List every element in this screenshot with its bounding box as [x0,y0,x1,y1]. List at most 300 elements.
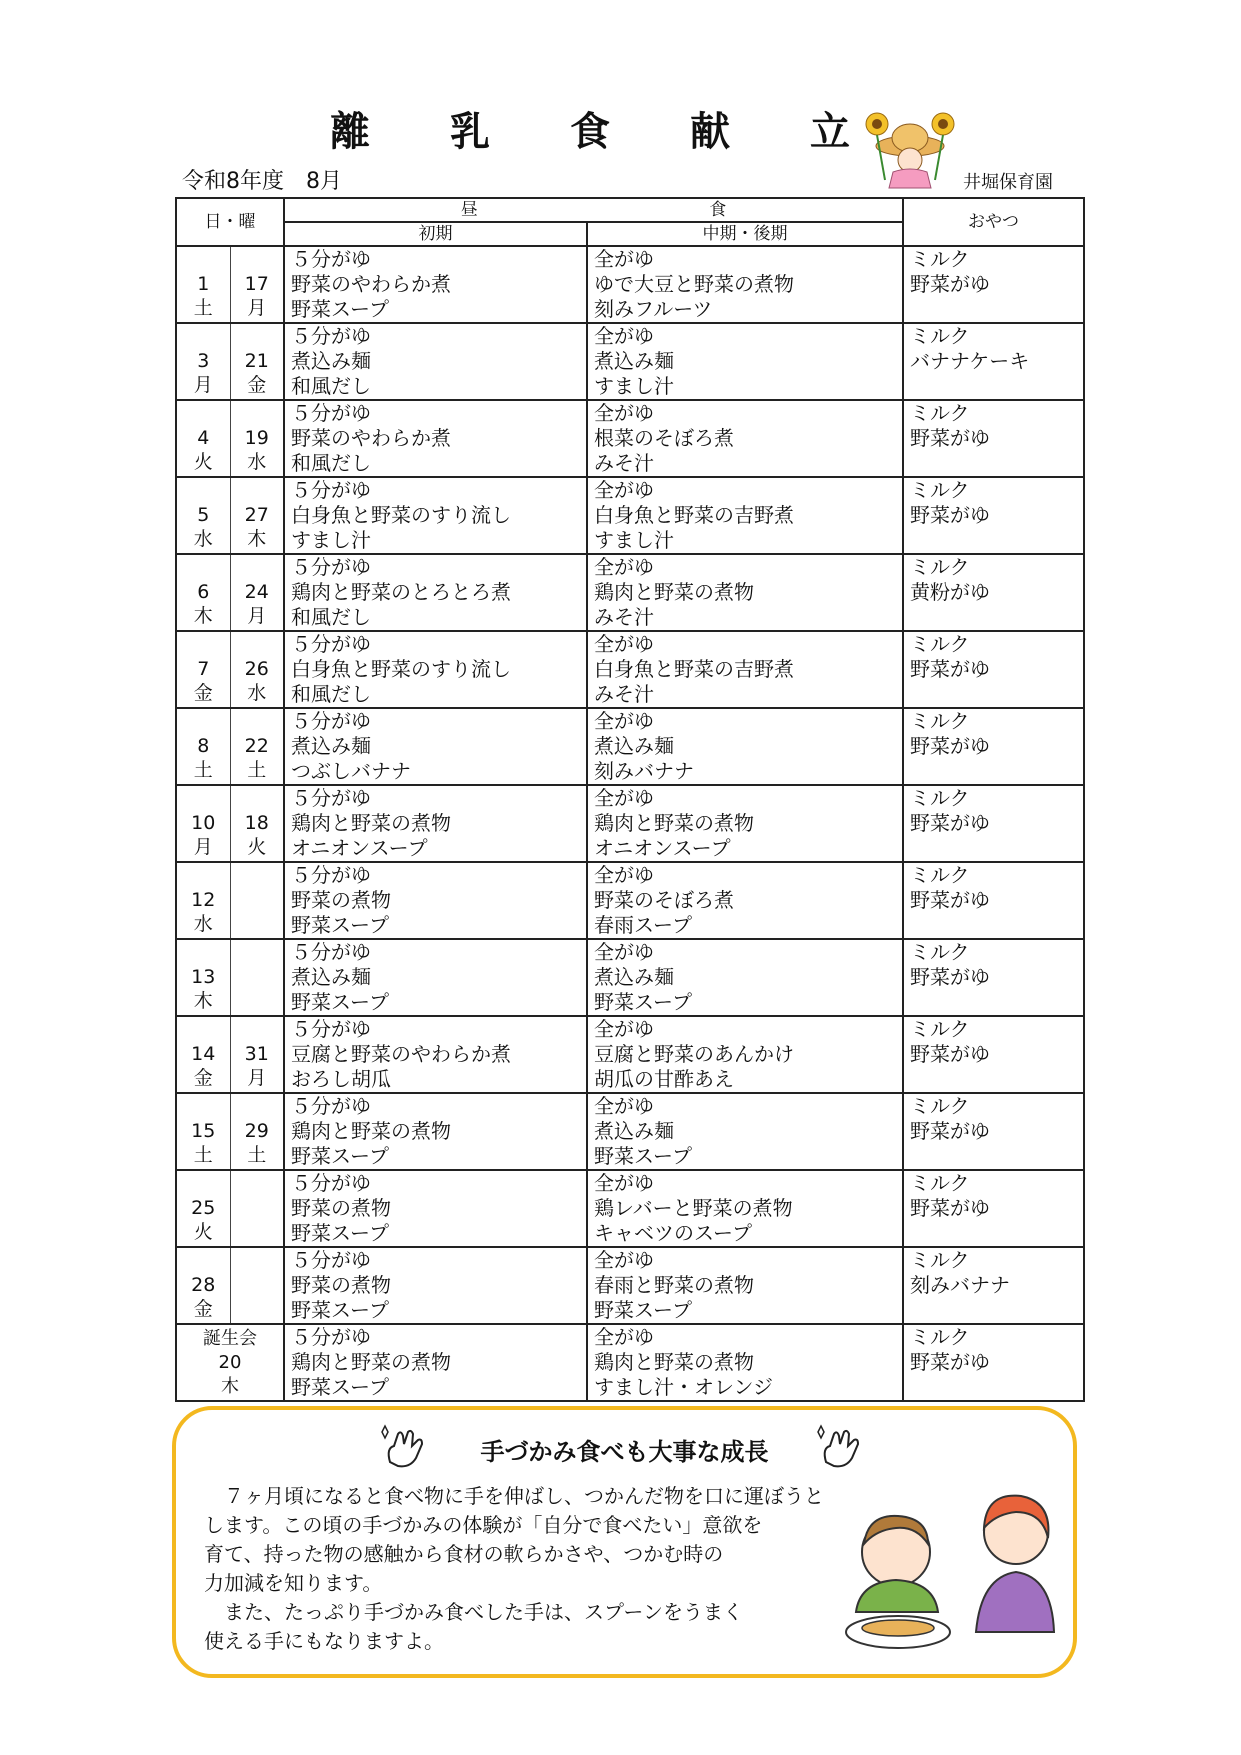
date-entry [177,940,230,1015]
date-number: 12 [191,889,216,911]
hand-icon [812,1424,868,1470]
page-title [330,100,850,155]
date-number: 13 [191,966,216,988]
snack-cell [903,785,1084,862]
mid-late-menu-cell [587,1324,903,1401]
table-row [176,400,1084,477]
weekday: 火 [193,1221,213,1243]
header-early: 初期 [284,222,587,246]
menu-item: ミルク [910,1248,970,1272]
menu-item: 野菜がゆ [910,1196,990,1220]
birthday-row [176,1324,1084,1401]
early-menu-cell [284,708,587,785]
date-entry [230,401,284,476]
mid-late-menu-cell [587,708,903,785]
menu-item: 野菜スープ [291,990,389,1014]
table-row [176,477,1084,554]
mid-late-menu-cell [587,939,903,1016]
mid-late-menu-cell [587,1170,903,1247]
menu-item: ５分がゆ [291,1017,371,1041]
menu-item: ５分がゆ [291,863,371,887]
date-entry [230,555,284,630]
menu-item: 野菜がゆ [910,272,990,296]
date-entry-empty [230,1248,284,1323]
weekday: 土 [193,759,213,781]
mid-late-menu-cell [587,1247,903,1324]
table-row [176,862,1084,939]
menu-item: 全がゆ [594,478,654,502]
date-entry [177,709,230,784]
menu-item: 和風だし [291,605,371,629]
early-menu-cell [284,477,587,554]
menu-item: ５分がゆ [291,247,371,271]
info-title: 手づかみ食べも大事な成長 [480,1438,769,1466]
menu-item: 野菜の煮物 [291,888,391,912]
date-entry [177,478,230,553]
menu-item: 春雨と野菜の煮物 [594,1273,754,1297]
date-entry [177,1248,230,1323]
info-line: します。この頃の手づかみの体験が「自分で食べたい」意欲を [204,1513,763,1537]
menu-item: ５分がゆ [291,324,371,348]
weekday: 月 [247,297,267,319]
weekday: 金 [193,682,213,704]
date-number: 18 [244,812,269,834]
date-entry [230,247,284,322]
menu-item: 野菜スープ [291,913,389,937]
weekday: 火 [247,836,267,858]
table-row [176,554,1084,631]
menu-item: 野菜スープ [291,1221,389,1245]
menu-item: ミルク [910,786,970,810]
snack-cell [903,554,1084,631]
early-menu-cell [284,862,587,939]
menu-item: ミルク [910,632,970,656]
info-line: 力加減を知ります。 [204,1571,383,1595]
menu-item: 鶏肉と野菜の煮物 [594,1350,754,1374]
menu-item: ５分がゆ [291,401,371,425]
date-cell [176,477,284,554]
menu-item: ミルク [910,1325,970,1349]
date-cell [176,1093,284,1170]
date-number: 31 [244,1043,269,1065]
snack-cell [903,939,1084,1016]
menu-item: 白身魚と野菜の吉野煮 [594,503,794,527]
menu-item: すまし汁 [594,374,674,398]
date-number: 21 [244,350,269,372]
early-menu-cell [284,400,587,477]
weekday: 月 [247,1067,267,1089]
menu-body [176,246,1084,1401]
date-number: 10 [191,812,216,834]
menu-item: 煮込み麺 [291,734,371,758]
menu-item: 野菜がゆ [910,888,990,912]
table-row [176,1247,1084,1324]
weekday: 月 [193,374,213,396]
menu-item: 全がゆ [594,1248,654,1272]
menu-item: 野菜の煮物 [291,1273,391,1297]
weekday: 火 [193,451,213,473]
menu-item: ミルク [910,478,970,502]
menu-item: 煮込み麺 [594,1119,674,1143]
table-row [176,323,1084,400]
table-row [176,1016,1084,1093]
menu-item: 和風だし [291,374,371,398]
menu-item: 全がゆ [594,324,654,348]
menu-item: オニオンスープ [291,836,428,860]
menu-item: 全がゆ [594,1094,654,1118]
date-cell [176,554,284,631]
date-entry [230,709,284,784]
date-number: 25 [191,1197,216,1219]
menu-item: ５分がゆ [291,940,371,964]
early-menu-cell [284,554,587,631]
snack-cell [903,1324,1084,1401]
weekday: 木 [247,528,267,550]
menu-item: ５分がゆ [291,709,371,733]
menu-item: 煮込み麺 [291,349,371,373]
menu-item: つぶしバナナ [291,759,411,783]
info-line: 使える手にもなりますよ。 [204,1629,444,1653]
date-cell [176,939,284,1016]
menu-item: 野菜スープ [594,1298,692,1322]
menu-item: ミルク [910,324,970,348]
menu-item: 和風だし [291,451,371,475]
info-line: 育て、持った物の感触から食材の軟らかさや、つかむ時の [204,1542,724,1566]
date-cell [176,1324,284,1401]
menu-item: 全がゆ [594,401,654,425]
weekday: 水 [247,451,267,473]
mid-late-menu-cell [587,323,903,400]
menu-item: 野菜スープ [291,297,389,321]
mid-late-menu-cell [587,554,903,631]
weekday: 月 [247,605,267,627]
mid-late-menu-cell [587,1093,903,1170]
early-menu-cell [284,785,587,862]
menu-item: 野菜スープ [594,990,692,1014]
menu-item: ５分がゆ [291,1171,371,1195]
menu-item: キャベツのスープ [594,1221,752,1245]
menu-item: 全がゆ [594,1017,654,1041]
date-cell [176,323,284,400]
menu-item: 豆腐と野菜のあんかけ [594,1042,794,1066]
menu-item: 野菜がゆ [910,503,990,527]
menu-item: 白身魚と野菜のすり流し [291,657,511,681]
menu-item: 煮込み麺 [291,965,371,989]
date-entry [177,863,230,938]
menu-item: ５分がゆ [291,478,371,502]
weekday: 土 [193,297,213,319]
date-number: 15 [191,1120,216,1142]
mid-late-menu-cell [587,785,903,862]
menu-item: 全がゆ [594,555,654,579]
date-number: 14 [191,1043,216,1065]
menu-item: みそ汁 [594,605,654,629]
date-number: 1 [197,273,210,295]
title-char: 離 [330,109,370,155]
menu-item: ミルク [910,1094,970,1118]
info-text [204,1482,824,1656]
table-row [176,939,1084,1016]
menu-item: ミルク [910,940,970,964]
menu-item: 鶏肉と野菜の煮物 [291,1350,451,1374]
menu-item: すまし汁 [594,528,674,552]
early-menu-cell [284,1170,587,1247]
table-row [176,1093,1084,1170]
snack-cell [903,400,1084,477]
info-line: また、たっぷり手づかみ食べした手は、スプーンをうまく [204,1600,743,1624]
date-entry [177,247,230,322]
snack-cell [903,631,1084,708]
weekday: 水 [193,528,213,550]
date-number: 8 [197,735,210,757]
date-entry [230,786,284,861]
menu-item: 野菜がゆ [910,965,990,989]
weekday: 金 [193,1298,213,1320]
date-number: 7 [197,658,210,680]
title-char: 立 [810,109,850,155]
weekday: 金 [193,1067,213,1089]
date-number: 4 [197,427,210,449]
menu-item: 刻みバナナ [910,1273,1010,1297]
menu-item: みそ汁 [594,451,654,475]
menu-item: 刻みフルーツ [594,297,713,321]
header-lunch-char: 食 [709,200,727,220]
header-lunch-char: 昼 [460,200,478,220]
menu-item: ５分がゆ [291,786,371,810]
menu-item: 野菜スープ [291,1375,389,1399]
weekday: 土 [247,1144,267,1166]
menu-item: 全がゆ [594,632,654,656]
menu-item: 野菜スープ [291,1144,389,1168]
menu-item: 鶏肉と野菜の煮物 [594,811,754,835]
date-number: 27 [244,504,269,526]
date-number: 28 [191,1274,216,1296]
date-entry [177,324,230,399]
date-cell [176,1247,284,1324]
menu-item: ミルク [910,709,970,733]
menu-item: ５分がゆ [291,1094,371,1118]
weekday: 水 [247,682,267,704]
menu-item: 野菜のそぼろ煮 [594,888,734,912]
title-char: 献 [690,109,730,155]
date-number: 17 [244,273,269,295]
menu-item: 黄粉がゆ [910,580,990,604]
title-char: 乳 [450,109,490,155]
weekday: 水 [193,913,213,935]
weekday: 月 [193,836,213,858]
date-number: 20 [218,1351,242,1373]
date-entry-empty [230,863,284,938]
menu-item: ミルク [910,1171,970,1195]
snack-cell [903,1093,1084,1170]
snack-cell [903,1170,1084,1247]
menu-item: バナナケーキ [910,349,1030,373]
table-row [176,246,1084,323]
menu-item: 豆腐と野菜のやわらか煮 [291,1042,511,1066]
menu-item: 胡瓜の甘酢あえ [594,1067,734,1091]
date-entry-empty [230,1171,284,1246]
menu-item: オニオンスープ [594,836,731,860]
date-cell [176,708,284,785]
date-number: 24 [244,581,269,603]
menu-item: 全がゆ [594,786,654,810]
table-row [176,631,1084,708]
header-lunch [284,198,903,222]
menu-item: ミルク [910,401,970,425]
header-date-day: 日・曜 [176,198,284,246]
early-menu-cell [284,939,587,1016]
menu-item: 煮込み麺 [594,965,674,989]
menu-item: 刻みバナナ [594,759,694,783]
date-entry [230,1017,284,1092]
menu-item: 全がゆ [594,709,654,733]
menu-item: ミルク [910,863,970,887]
menu-item: 野菜がゆ [910,811,990,835]
date-entry [177,1017,230,1092]
menu-item: おろし胡瓜 [291,1067,391,1091]
menu-item: 全がゆ [594,863,654,887]
early-menu-cell [284,1016,587,1093]
year-month-label: 令和8年度 8月 [182,169,342,194]
menu-item: 根菜のそぼろ煮 [594,426,734,450]
date-cell [176,862,284,939]
mid-late-menu-cell [587,1016,903,1093]
date-number: 3 [197,350,210,372]
date-entry [230,478,284,553]
mid-late-menu-cell [587,631,903,708]
menu-item: 野菜スープ [291,1298,389,1322]
date-cell [176,1170,284,1247]
menu-item: 野菜のやわらか煮 [291,426,451,450]
date-entry [177,632,230,707]
table-row [176,785,1084,862]
menu-item: 野菜スープ [594,1144,692,1168]
date-cell [176,785,284,862]
menu-item: 野菜がゆ [910,657,990,681]
menu-item: 鶏肉と野菜のとろとろ煮 [291,580,511,604]
menu-item: 和風だし [291,682,371,706]
snack-cell [903,862,1084,939]
date-entry [230,632,284,707]
header-snack: おやつ [903,198,1084,246]
snack-cell [903,708,1084,785]
menu-item: ５分がゆ [291,1248,371,1272]
menu-item: ５分がゆ [291,632,371,656]
snack-cell [903,323,1084,400]
date-entry [177,786,230,861]
date-cell [176,246,284,323]
mid-late-menu-cell [587,400,903,477]
menu-item: ５分がゆ [291,555,371,579]
date-cell [176,631,284,708]
menu-item: 野菜がゆ [910,734,990,758]
menu-item: 白身魚と野菜のすり流し [291,503,511,527]
menu-item: 春雨スープ [594,913,692,937]
header-mid-late: 中期・後期 [587,222,903,246]
menu-item: 鶏肉と野菜の煮物 [291,1119,451,1143]
weekday: 木 [193,605,213,627]
early-menu-cell [284,1093,587,1170]
early-menu-cell [284,631,587,708]
weekday: 金 [247,374,267,396]
menu-item: ミルク [910,247,970,271]
info-line: ７ヶ月頃になると食べ物に手を伸ばし、つかんだ物を口に運ぼうと [204,1484,824,1508]
menu-item: 白身魚と野菜の吉野煮 [594,657,794,681]
early-menu-cell [284,1247,587,1324]
date-entry [177,555,230,630]
menu-item: ゆで大豆と野菜の煮物 [594,272,794,296]
menu-item: 全がゆ [594,940,654,964]
early-menu-cell [284,1324,587,1401]
menu-item: ５分がゆ [291,1325,371,1349]
menu-item: ミルク [910,555,970,579]
date-number: 6 [197,581,210,603]
menu-item: 野菜のやわらか煮 [291,272,451,296]
sunflower-girl-illustration [855,110,965,190]
menu-item: 全がゆ [594,1171,654,1195]
menu-item: 煮込み麺 [594,349,674,373]
date-number: 22 [244,735,269,757]
menu-item: すまし汁・オレンジ [594,1375,773,1399]
menu-item: 鶏レバーと野菜の煮物 [594,1196,793,1220]
title-char: 食 [570,109,610,155]
date-number: 29 [244,1120,269,1142]
early-menu-cell [284,323,587,400]
menu-item: 全がゆ [594,247,654,271]
weekday: 土 [247,759,267,781]
snack-cell [903,1247,1084,1324]
date-entry [177,1171,230,1246]
date-number: 5 [197,504,210,526]
date-entry [177,401,230,476]
date-cell [176,400,284,477]
info-box [172,1406,1077,1678]
snack-cell [903,1016,1084,1093]
mid-late-menu-cell [587,862,903,939]
menu-item: 野菜の煮物 [291,1196,391,1220]
date-entry-empty [230,940,284,1015]
menu-item: ミルク [910,1017,970,1041]
menu-item: 野菜がゆ [910,1350,990,1374]
baby-eating-illustration [816,1482,1056,1672]
menu-item: 鶏肉と野菜の煮物 [291,811,451,835]
menu-item: 野菜がゆ [910,1042,990,1066]
menu-item: 野菜がゆ [910,1119,990,1143]
menu-item: 全がゆ [594,1325,654,1349]
date-entry [230,1094,284,1169]
weekday: 土 [193,1144,213,1166]
menu-item: 煮込み麺 [594,734,674,758]
menu-item: すまし汁 [291,528,371,552]
menu-item: 野菜がゆ [910,426,990,450]
early-menu-cell [284,246,587,323]
school-name: 井堀保育園 [963,172,1053,193]
date-entry [230,324,284,399]
date-cell [176,1016,284,1093]
snack-cell [903,477,1084,554]
weekday: 木 [193,990,213,1012]
menu-table [175,197,1085,1402]
date-number: 19 [244,427,269,449]
mid-late-menu-cell [587,477,903,554]
mid-late-menu-cell [587,246,903,323]
birthday-label: 誕生会 [203,1327,257,1349]
table-row [176,708,1084,785]
menu-item: みそ汁 [594,682,654,706]
weekday: 木 [221,1375,239,1397]
table-row [176,1170,1084,1247]
date-number: 26 [244,658,269,680]
